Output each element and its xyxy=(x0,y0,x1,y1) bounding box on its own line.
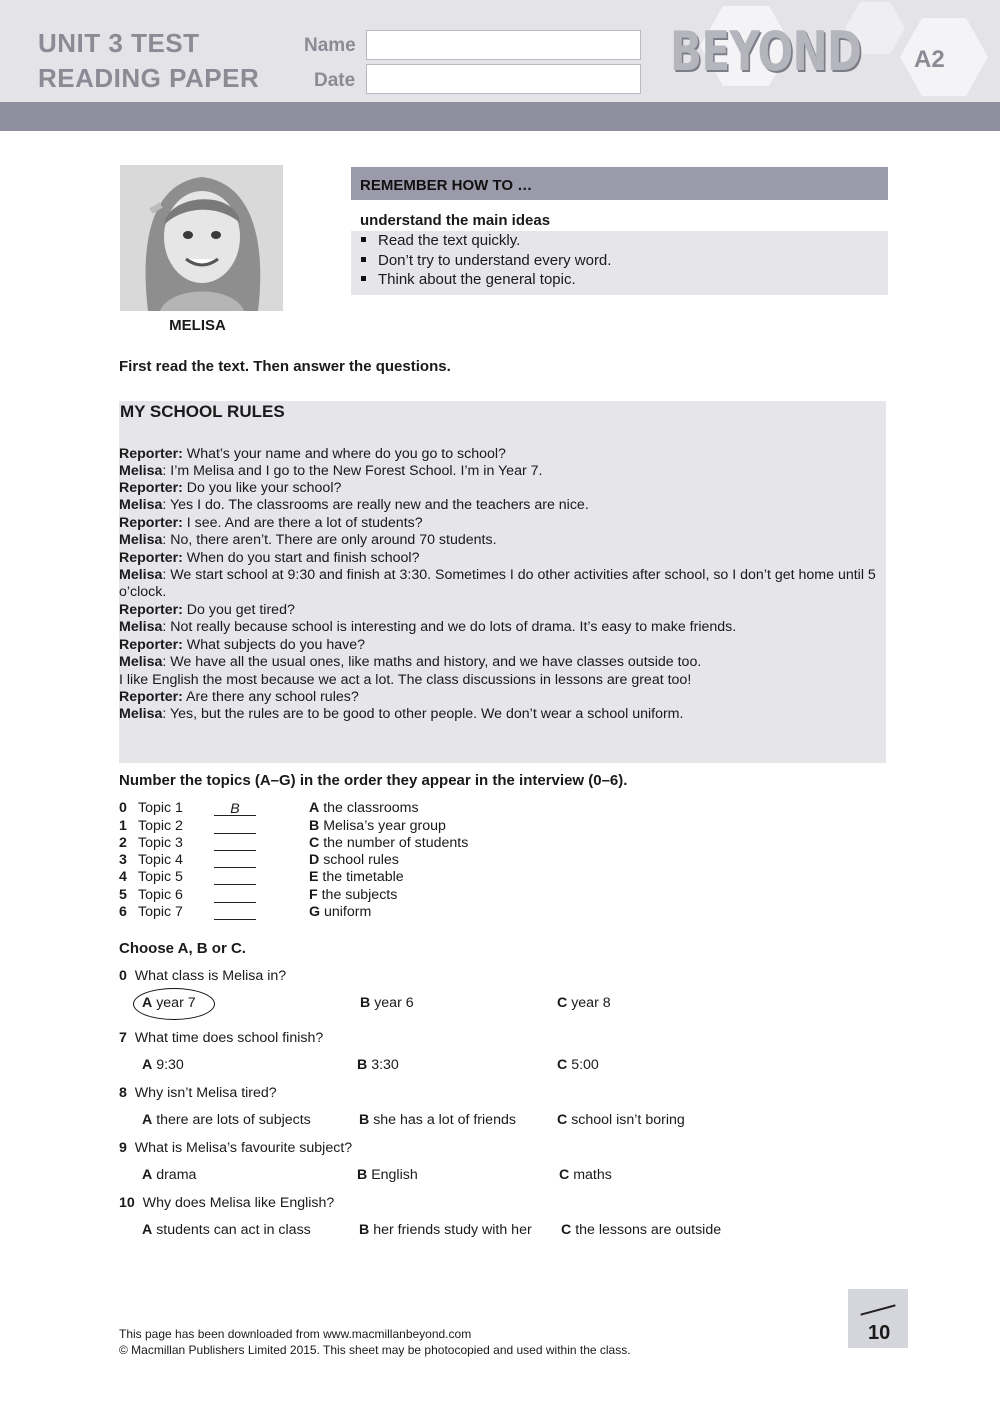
bullet-icon xyxy=(361,237,366,242)
date-field[interactable] xyxy=(366,64,641,94)
dialogue-line: Melisa: We have all the usual ones, like maths and history, and we have classes outside too. xyxy=(119,654,702,670)
option-a[interactable]: A year 7 xyxy=(142,995,196,1011)
topic-answer-field[interactable] xyxy=(214,836,256,851)
option-a[interactable]: A drama xyxy=(142,1167,197,1183)
choose-instruction: Choose A, B or C. xyxy=(119,940,246,957)
topic-answer-field[interactable] xyxy=(214,853,256,868)
dialogue-line: Melisa: I’m Melisa and I go to the New Forest School. I’m in Year 7. xyxy=(119,463,543,479)
score-slash xyxy=(860,1304,895,1315)
option-c[interactable]: C 5:00 xyxy=(557,1057,599,1073)
option-b[interactable]: B 3:30 xyxy=(357,1057,399,1073)
remember-heading: REMEMBER HOW TO … xyxy=(360,177,533,194)
option-b[interactable]: B she has a lot of friends xyxy=(359,1112,516,1128)
dialogue-line: Reporter: Do you get tired? xyxy=(119,602,295,618)
option-a[interactable]: A students can act in class xyxy=(142,1222,311,1238)
dialogue-line: Reporter: Are there any school rules? xyxy=(119,689,359,705)
test-title: UNIT 3 TEST xyxy=(38,28,200,58)
remember-subheading: understand the main ideas xyxy=(360,212,551,229)
remember-tips-box xyxy=(351,231,888,295)
dialogue-line: Melisa: We start school at 9:30 and finish at 3:30. Sometimes I do other activities after school, so I don’t get home until 5 o’clock. xyxy=(119,567,876,601)
text-title: MY SCHOOL RULES xyxy=(120,402,285,421)
topic-answer-field[interactable] xyxy=(214,870,256,885)
dialogue-line: Reporter: What’s your name and where do you go to school? xyxy=(119,446,506,462)
bullet-icon xyxy=(361,276,366,281)
bullet-icon xyxy=(361,257,366,262)
option-c[interactable]: C year 8 xyxy=(557,995,611,1011)
date-label: Date xyxy=(314,70,356,91)
option-c[interactable]: C school isn’t boring xyxy=(557,1112,685,1128)
dialogue-line: Melisa: No, there aren’t. There are only around 70 students. xyxy=(119,532,497,548)
option-a[interactable]: A there are lots of subjects xyxy=(142,1112,311,1128)
student-photo xyxy=(120,165,283,311)
test-subtitle: READING PAPER xyxy=(38,63,260,93)
topics-instruction: Number the topics (A–G) in the order they appear in the interview (0–6). xyxy=(119,772,628,789)
dialogue-line: Melisa: Yes I do. The classrooms are really new and the teachers are nice. xyxy=(119,497,589,513)
photo-caption: MELISA xyxy=(169,317,226,334)
tip-item: Think about the general topic. xyxy=(361,271,576,288)
question: 8 Why isn’t Melisa tired? xyxy=(119,1085,277,1101)
dialogue-line: Reporter: I see. And are there a lot of students? xyxy=(119,515,423,531)
dialogue-line: Reporter: Do you like your school? xyxy=(119,480,342,496)
question: 0 What class is Melisa in? xyxy=(119,968,287,984)
girl-portrait-image xyxy=(120,165,283,311)
footer-download-note: This page has been downloaded from www.macmillanbeyond.com xyxy=(119,1327,472,1341)
tip-item: Read the text quickly. xyxy=(361,232,520,249)
level-badge: A2 xyxy=(914,46,945,73)
question: 7 What time does school finish? xyxy=(119,1030,324,1046)
dialogue-line: Melisa: Yes, but the rules are to be good to other people. We don’t wear a school uniform. xyxy=(119,706,684,722)
remember-heading-bar xyxy=(351,167,888,200)
score-total: 10 xyxy=(868,1322,891,1344)
score-box xyxy=(848,1289,908,1348)
question: 10 Why does Melisa like English? xyxy=(119,1195,335,1211)
topic-answer-field[interactable] xyxy=(214,905,256,920)
option-c[interactable]: C maths xyxy=(559,1167,612,1183)
option-b[interactable]: B year 6 xyxy=(360,995,414,1011)
reading-instruction: First read the text. Then answer the questions. xyxy=(119,358,451,375)
tip-item: Don’t try to understand every word. xyxy=(361,252,611,269)
footer-copyright: © Macmillan Publishers Limited 2015. This sheet may be photocopied and used within the class. xyxy=(119,1343,631,1357)
name-label: Name xyxy=(304,35,356,56)
topic-answer-field[interactable]: B xyxy=(214,801,256,816)
question: 9 What is Melisa’s favourite subject? xyxy=(119,1140,353,1156)
dialogue-line: Reporter: When do you start and finish school? xyxy=(119,550,420,566)
topic-answer-field[interactable] xyxy=(214,888,256,903)
dialogue-line: Melisa: Not really because school is interesting and we do lots of drama. It’s easy to make friends. xyxy=(119,619,737,635)
topic-answer-field[interactable] xyxy=(214,819,256,834)
brand-logo: BEYOND xyxy=(670,20,862,83)
dialogue-line: I like English the most because we act a lot. The class discussions in lessons are great too! xyxy=(119,672,692,688)
option-b[interactable]: B English xyxy=(357,1167,418,1183)
dialogue-line: Reporter: What subjects do you have? xyxy=(119,637,366,653)
name-field[interactable] xyxy=(366,30,641,60)
header-band xyxy=(0,102,1000,131)
option-b[interactable]: B her friends study with her xyxy=(359,1222,532,1238)
option-c[interactable]: C the lessons are outside xyxy=(561,1222,722,1238)
reading-text-box xyxy=(119,401,886,763)
option-a[interactable]: A 9:30 xyxy=(142,1057,184,1073)
